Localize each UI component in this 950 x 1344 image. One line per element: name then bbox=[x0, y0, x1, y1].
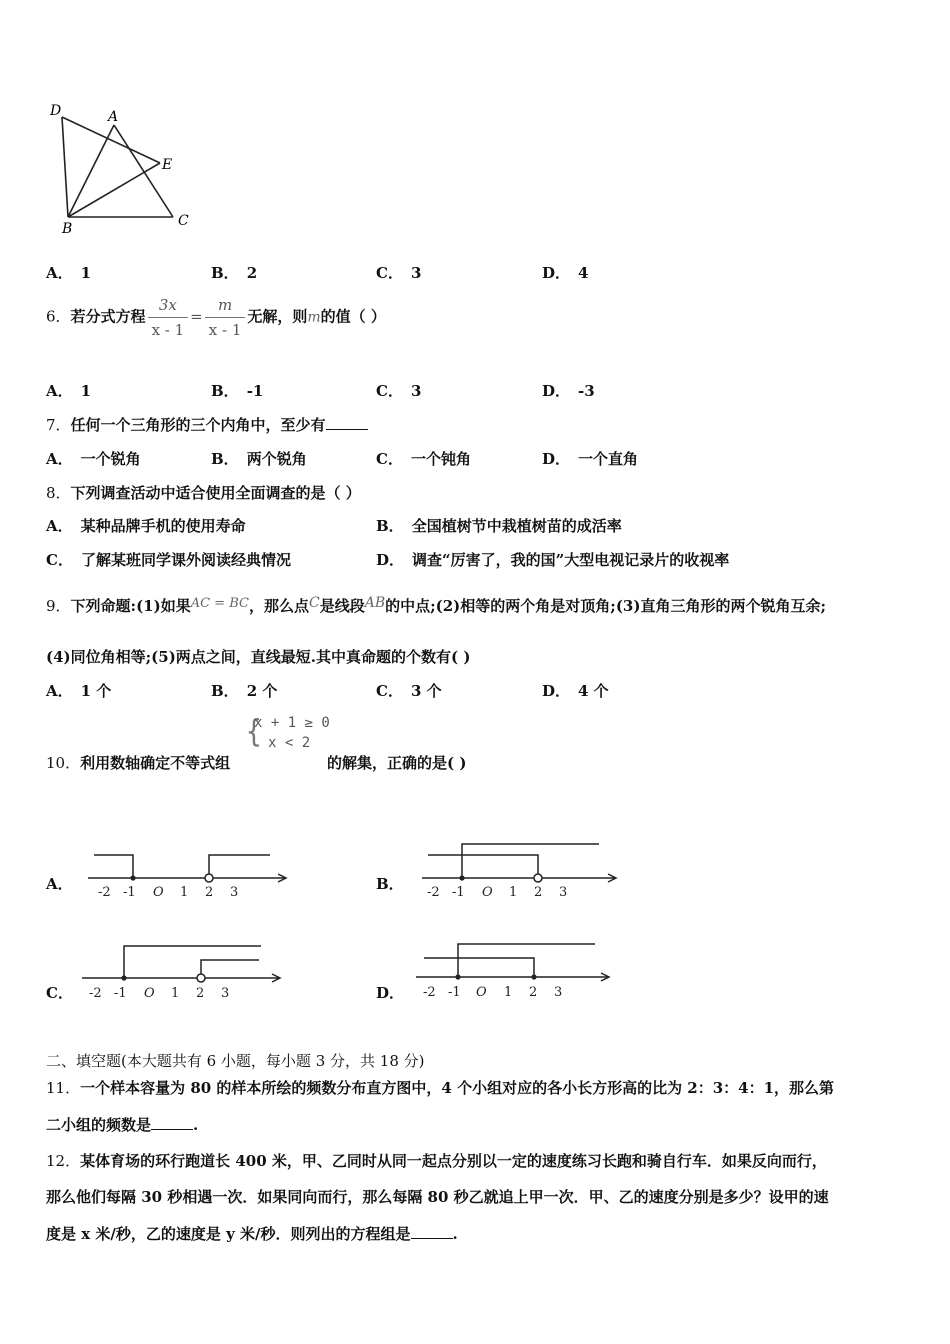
q8-option-c[interactable]: C． 了解某班同学课外阅读经典情况 bbox=[46, 551, 291, 569]
tick-label: -2 bbox=[98, 885, 111, 900]
q10-option-a-label[interactable]: A． bbox=[46, 875, 73, 893]
q10-question: 10．利用数轴确定不等式组 bbox=[46, 754, 231, 772]
q9-question-line2: (4)同位角相等;(5)两点之间，直线最短.其中真命题的个数有( ) bbox=[46, 648, 471, 666]
tick-label: O bbox=[144, 986, 155, 1001]
tick-label: -2 bbox=[427, 885, 440, 900]
triangle-figure bbox=[40, 95, 200, 240]
section-title: 二、填空题(本大题共有 6 小题，每小题 3 分，共 18 分) bbox=[46, 1052, 425, 1070]
q12-question-line3: 度是 x 米/秒，乙的速度是 y 米/秒．则列出的方程组是 . bbox=[46, 1225, 458, 1243]
q5-option-c[interactable]: C． 3 bbox=[376, 264, 422, 282]
tick-label: -1 bbox=[123, 885, 136, 900]
q10-option-b-numberline[interactable] bbox=[412, 838, 627, 900]
tick-label: -1 bbox=[114, 986, 127, 1001]
tick-label: 2 bbox=[529, 985, 538, 1000]
tick-label: 1 bbox=[171, 986, 180, 1001]
q6-question: 6．若分式方程 $\frac{3x}{x - 1}$ = $\frac{m}{x - 1}$ 无解，则m的值（ ） bbox=[46, 296, 386, 339]
tick-label: -1 bbox=[452, 885, 465, 900]
q9-option-a[interactable]: A． 1 个 bbox=[46, 682, 112, 700]
q12-answer-blank[interactable] bbox=[411, 1226, 453, 1239]
q6-option-c[interactable]: C． 3 bbox=[376, 382, 422, 400]
q10-question-end: 的解集，正确的是( ) bbox=[327, 754, 467, 772]
q10-option-d-numberline[interactable] bbox=[408, 938, 623, 1000]
label-b: B bbox=[62, 221, 73, 237]
q12-question-line2: 那么他们每隔 30 秒相遇一次．如果同向而行，那么每隔 80 秒乙就追上甲一次．甲、乙的速度分别是多少？设甲的速 bbox=[46, 1188, 829, 1206]
q10-option-a-numberline[interactable] bbox=[80, 845, 295, 900]
label-d: D bbox=[50, 103, 62, 119]
q6-fraction-left: $\frac{3x}{x - 1}$ bbox=[148, 296, 189, 339]
q9-option-b[interactable]: B． 2 个 bbox=[211, 682, 278, 700]
q10-option-c-numberline[interactable] bbox=[74, 940, 289, 1002]
tick-label: -2 bbox=[423, 985, 436, 1000]
q5-option-a[interactable]: A． 1 bbox=[46, 264, 92, 282]
q7-option-a[interactable]: A． 一个锐角 bbox=[46, 450, 141, 468]
tick-label: 3 bbox=[559, 885, 568, 900]
q6-option-b[interactable]: B． -1 bbox=[211, 382, 264, 400]
q5-option-b[interactable]: B． 2 bbox=[211, 264, 258, 282]
tick-label: 3 bbox=[221, 986, 230, 1001]
tick-label: 3 bbox=[554, 985, 563, 1000]
q7-answer-blank[interactable] bbox=[326, 417, 368, 430]
tick-label: 3 bbox=[230, 885, 239, 900]
q8-option-b[interactable]: B． 全国植树节中栽植树苗的成活率 bbox=[376, 517, 622, 535]
label-e: E bbox=[162, 157, 173, 173]
tick-label: 1 bbox=[180, 885, 189, 900]
q6-fraction-right: $\frac{m}{x - 1}$ bbox=[205, 296, 246, 339]
q10-option-b-label[interactable]: B． bbox=[376, 875, 404, 893]
q6-option-d[interactable]: D． -3 bbox=[542, 382, 595, 400]
tick-label: 2 bbox=[205, 885, 214, 900]
q10-option-c-label[interactable]: C． bbox=[46, 984, 73, 1002]
q9-option-d[interactable]: D． 4 个 bbox=[542, 682, 609, 700]
q11-question-line1: 11．一个样本容量为 80 的样本所绘的频数分布直方图中，4 个小组对应的各小长方形高的比为 2：3：4：1，那么第 bbox=[46, 1079, 835, 1097]
tick-label: -2 bbox=[89, 986, 102, 1001]
q8-option-a[interactable]: A． 某种品牌手机的使用寿命 bbox=[46, 517, 246, 535]
tick-label: 2 bbox=[196, 986, 205, 1001]
q8-question: 8．下列调查活动中适合使用全面调查的是（ ） bbox=[46, 484, 361, 502]
label-a: A bbox=[108, 109, 119, 125]
numberline-a-ticks bbox=[98, 885, 238, 900]
q8-option-d[interactable]: D． 调查“厉害了，我的国”大型电视记录片的收视率 bbox=[376, 551, 730, 569]
q12-question-line1: 12．某体育场的环行跑道长 400 米，甲、乙同时从同一起点分别以一定的速度练习长跑和骑自行车．如果反向而行， bbox=[46, 1152, 827, 1170]
q10-option-d-label[interactable]: D． bbox=[376, 984, 405, 1002]
tick-label: 2 bbox=[534, 885, 543, 900]
q5-option-d[interactable]: D． 4 bbox=[542, 264, 589, 282]
q6-option-a[interactable]: A． 1 bbox=[46, 382, 92, 400]
tick-label: O bbox=[482, 885, 493, 900]
tick-label: O bbox=[476, 985, 487, 1000]
tick-label: 1 bbox=[509, 885, 518, 900]
label-c: C bbox=[178, 213, 189, 229]
q7-option-d[interactable]: D． 一个直角 bbox=[542, 450, 639, 468]
tick-label: -1 bbox=[448, 985, 461, 1000]
q7-question: 7．任何一个三角形的三个内角中，至少有 bbox=[46, 414, 368, 435]
tick-label: O bbox=[153, 885, 164, 900]
q7-option-c[interactable]: C． 一个钝角 bbox=[376, 450, 471, 468]
tick-label: 1 bbox=[504, 985, 513, 1000]
q11-answer-blank[interactable] bbox=[151, 1117, 193, 1130]
q9-question-line1: 9．下列命题:(1)如果AC = BC，那么点C是线段AB的中点;(2)相等的两个角是对顶角;(3)直角三角形的两个锐角互余; bbox=[46, 595, 826, 615]
q11-question-line2: 二小组的频数是 . bbox=[46, 1116, 199, 1134]
q9-option-c[interactable]: C． 3 个 bbox=[376, 682, 442, 700]
q7-option-b[interactable]: B． 两个锐角 bbox=[211, 450, 307, 468]
